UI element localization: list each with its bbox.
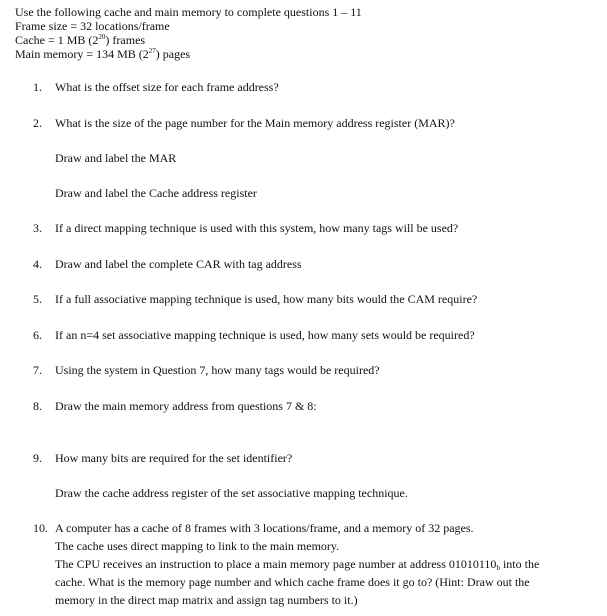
question-10-line-3	[55, 557, 539, 571]
question-2-draw-mar: Draw and label the MAR	[55, 151, 177, 165]
question-number: 2.	[33, 116, 42, 130]
question-text: Draw and label the complete CAR with tag address	[55, 257, 302, 271]
binary-subscript: b	[496, 564, 500, 572]
question-10-line-2: The cache uses direct mapping to link to the main memory.	[55, 539, 340, 553]
question-text: What is the offset size for each frame address?	[55, 80, 279, 94]
intro-cache-size	[15, 33, 145, 47]
question-10-line-5: memory in the direct map matrix and assign tag numbers to it.)	[55, 593, 358, 607]
mem-exponent: 27	[148, 47, 156, 55]
question-10-line-4: cache. What is the memory page number and which cache frame does it go to? (Hint: Draw out the	[55, 575, 530, 589]
question-text: Draw the main memory address from questions 7 & 8:	[55, 399, 317, 413]
cache-exponent: 20	[98, 33, 106, 41]
question-number: 4.	[33, 257, 42, 271]
question-9-draw-cache-register: Draw the cache address register of the set associative mapping technique.	[55, 486, 408, 500]
question-text: If a full associative mapping technique is used, how many bits would the CAM require?	[55, 292, 478, 306]
cache-prefix: Cache = 1 MB (2	[15, 33, 99, 47]
question-number: 6.	[33, 328, 42, 342]
question-number: 10.	[33, 521, 48, 535]
q10-line3-suffix: into the	[499, 557, 540, 571]
intro-line-1: Use the following cache and main memory to complete questions 1 – 11	[15, 5, 362, 19]
question-text: A computer has a cache of 8 frames with 3 locations/frame, and a memory of 32 pages.	[55, 521, 474, 535]
mem-suffix: ) pages	[155, 47, 191, 61]
question-number: 5.	[33, 292, 42, 306]
question-text: If a direct mapping technique is used with this system, how many tags will be used?	[55, 221, 459, 235]
question-number: 8.	[33, 399, 42, 413]
intro-frame-size: Frame size = 32 locations/frame	[15, 19, 170, 33]
question-number: 3.	[33, 221, 42, 235]
question-2-draw-cache-register: Draw and label the Cache address register	[55, 186, 257, 200]
mem-prefix: Main memory = 134 MB (2	[15, 47, 149, 61]
question-number: 9.	[33, 451, 42, 465]
q10-line3-prefix: The CPU receives an instruction to place a main memory page number at address 01010110	[55, 557, 497, 571]
question-number: 7.	[33, 363, 42, 377]
question-text: If an n=4 set associative mapping technique is used, how many sets would be required?	[55, 328, 475, 342]
question-number: 1.	[33, 80, 42, 94]
question-text: Using the system in Question 7, how many tags would be required?	[55, 363, 380, 377]
intro-main-memory	[15, 47, 190, 61]
cache-suffix: ) frames	[105, 33, 146, 47]
question-text: What is the size of the page number for the Main memory address register (MAR)?	[55, 116, 455, 130]
question-text: How many bits are required for the set identifier?	[55, 451, 293, 465]
